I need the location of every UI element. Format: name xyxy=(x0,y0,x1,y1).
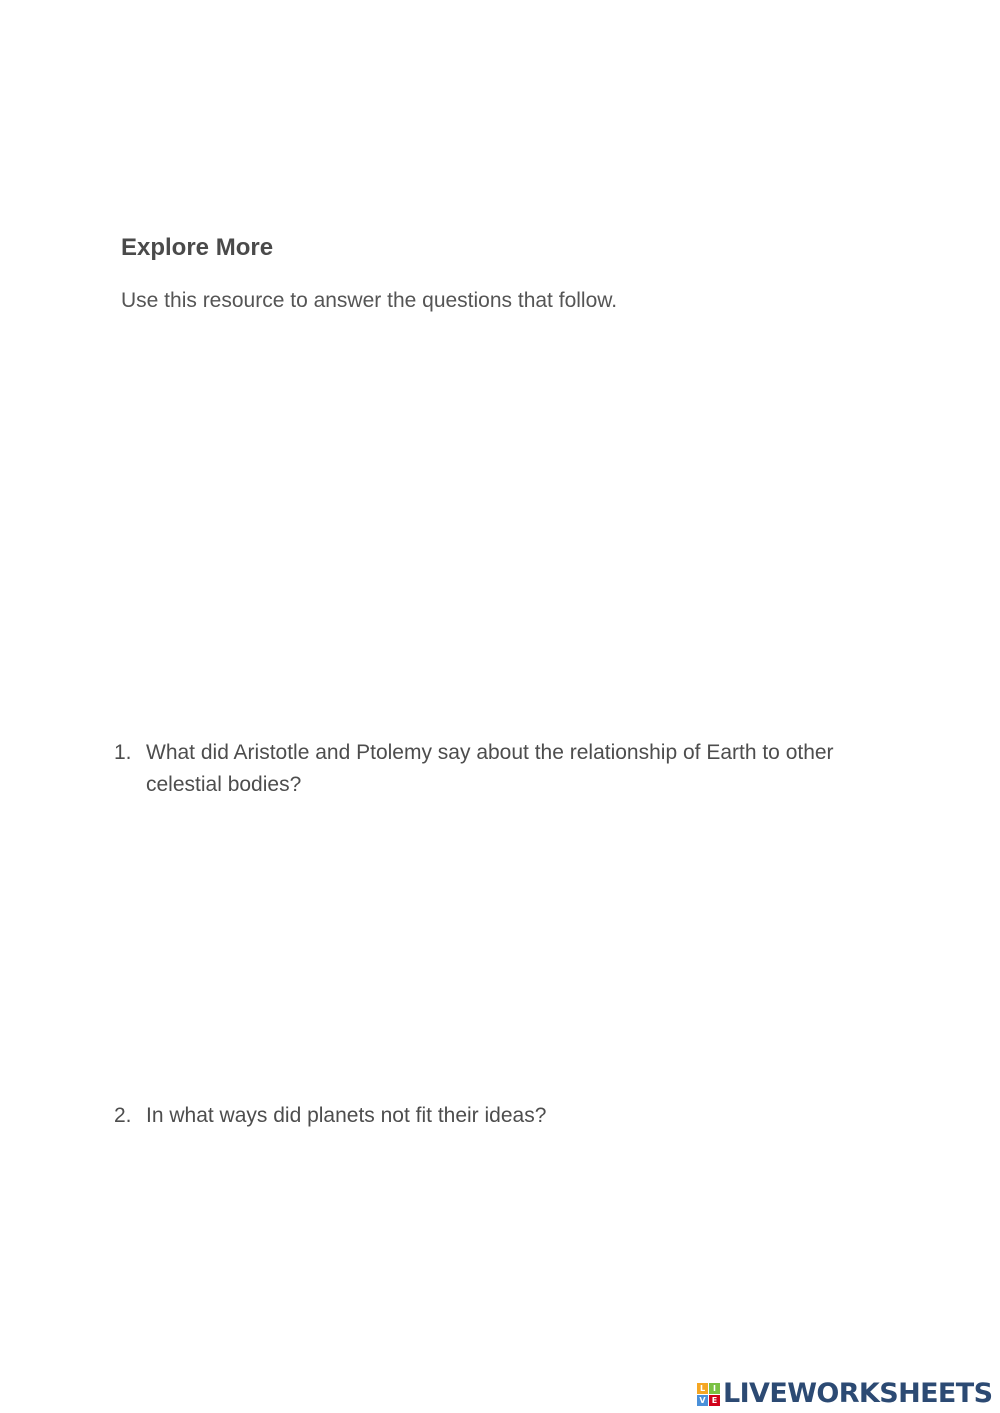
question-number: 2. xyxy=(114,1104,132,1127)
question-item xyxy=(114,1100,854,1132)
question-item xyxy=(114,737,854,801)
section-heading: Explore More xyxy=(121,234,274,261)
question-text: What did Aristotle and Ptolemy say about the relationship of Earth to other celestial bodies? xyxy=(146,741,834,796)
question-text: In what ways did planets not fit their ideas? xyxy=(146,1104,547,1127)
liveworksheets-logo xyxy=(697,1378,992,1410)
instructions-text: Use this resource to answer the questions that follow. xyxy=(121,289,618,312)
question-number: 1. xyxy=(114,741,132,764)
liveworksheets-logo-icon: L I V E xyxy=(697,1383,720,1406)
liveworksheets-logo-text: LIVEWORKSHEETS xyxy=(723,1378,993,1409)
